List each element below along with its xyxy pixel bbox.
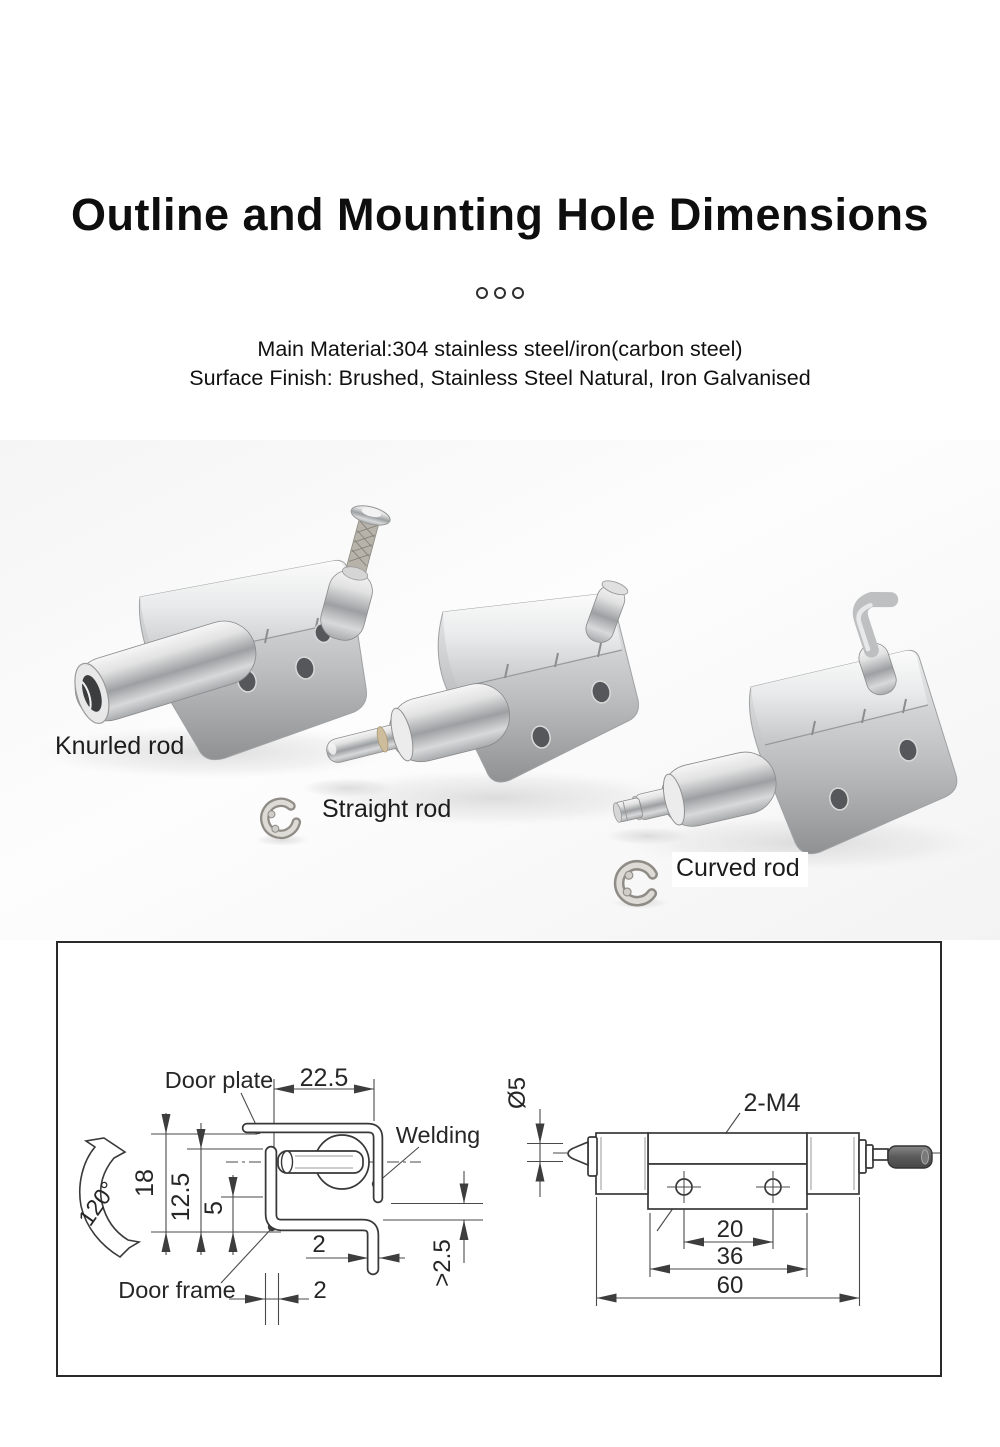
pin-section bbox=[278, 1151, 363, 1173]
thread-label-2-m4: 2-M4 bbox=[743, 1089, 801, 1117]
divider-dot-icon bbox=[494, 287, 506, 299]
dim-gt-2-5: >2.5 bbox=[429, 1239, 456, 1287]
door-frame-label: Door frame bbox=[118, 1277, 236, 1303]
dim-phi5: Ø5 bbox=[504, 1076, 531, 1110]
dim-5: 5 bbox=[200, 1201, 228, 1215]
dim-22-5: 22.5 bbox=[299, 1064, 349, 1092]
dim-2-right: 2 bbox=[312, 1231, 326, 1258]
welding-label: Welding bbox=[395, 1122, 481, 1148]
left-drawing-arrowheads bbox=[162, 1085, 469, 1304]
dimension-drawing-box bbox=[56, 941, 942, 1377]
finish-line: Surface Finish: Brushed, Stainless Steel Natural, Iron Galvanised bbox=[189, 366, 811, 390]
dim-2-bottom: 2 bbox=[313, 1277, 327, 1304]
dimension-drawings bbox=[58, 943, 940, 1375]
hinges-illustration bbox=[0, 440, 1000, 940]
dim-12-5: 12.5 bbox=[167, 1172, 195, 1222]
material-line: Main Material:304 stainless steel/iron(carbon steel) bbox=[257, 337, 743, 361]
product-photos bbox=[0, 440, 1000, 940]
dim-20: 20 bbox=[716, 1216, 744, 1243]
dim-36: 36 bbox=[716, 1243, 744, 1270]
label-straight-rod: Straight rod bbox=[322, 795, 452, 823]
page-title: Outline and Mounting Hole Dimensions bbox=[71, 189, 929, 240]
dim-60: 60 bbox=[716, 1272, 744, 1299]
dim-120deg: 120° bbox=[72, 1176, 122, 1231]
label-knurled-rod: Knurled rod bbox=[55, 732, 185, 760]
divider-dots bbox=[0, 284, 1000, 298]
dim-18: 18 bbox=[131, 1169, 159, 1197]
label-curved-rod: Curved rod bbox=[672, 852, 808, 887]
divider-dot-icon bbox=[476, 287, 488, 299]
hinge-side-view bbox=[568, 1133, 932, 1209]
divider-dot-icon bbox=[512, 287, 524, 299]
door-plate-label: Door plate bbox=[164, 1067, 274, 1093]
